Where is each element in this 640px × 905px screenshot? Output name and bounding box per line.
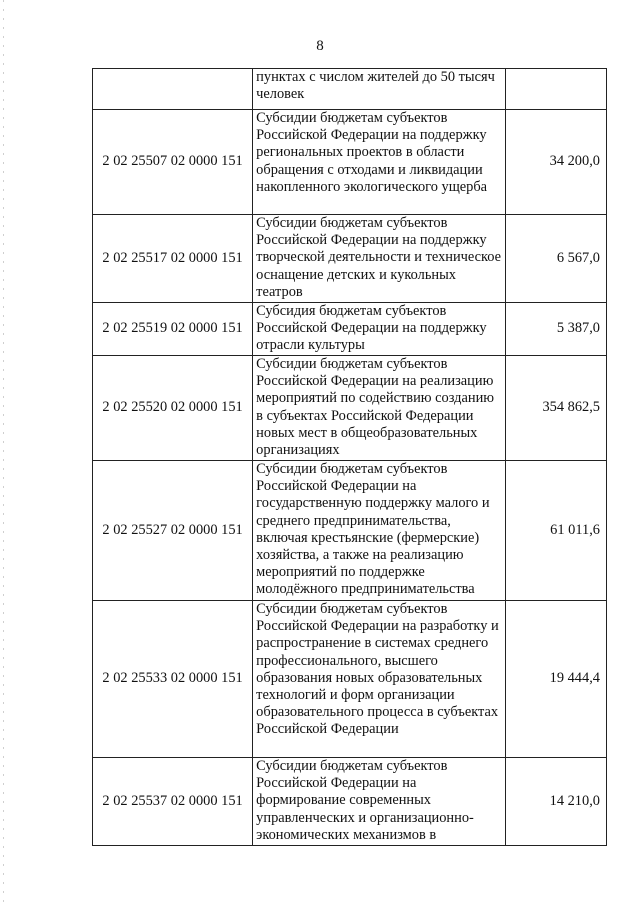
budget-code-cell: 2 02 25533 02 0000 151 [93, 601, 253, 758]
subsidy-name-cell: Субсидии бюджетам субъектов Российской Федерации на государственную поддержку малого и среднего предпринимательства, включая крестьянские (фермерские) хозяйства, а также на реализацию мероприятий по поддержке молодёжного предпринимательства [253, 461, 505, 601]
budget-code-cell: 2 02 25527 02 0000 151 [93, 461, 253, 601]
amount-cell: 34 200,0 [505, 110, 606, 215]
table-row [93, 215, 607, 303]
amount-cell: 6 567,0 [505, 215, 606, 303]
scan-margin-mark [3, 0, 4, 905]
amount-cell: 5 387,0 [505, 303, 606, 356]
subsidy-name-cell: пунктах с числом жителей до 50 тысяч человек [253, 69, 505, 110]
table-row [93, 461, 607, 601]
budget-code-cell: 2 02 25537 02 0000 151 [93, 758, 253, 846]
amount-cell: 14 210,0 [505, 758, 606, 846]
amount-cell: 61 011,6 [505, 461, 606, 601]
table-row [93, 601, 607, 758]
amount-cell [505, 69, 606, 110]
table-row [93, 303, 607, 356]
budget-code-cell [93, 69, 253, 110]
table-row [93, 69, 607, 110]
budget-code-cell: 2 02 25507 02 0000 151 [93, 110, 253, 215]
table-row [93, 110, 607, 215]
subsidy-name-cell: Субсидии бюджетам субъектов Российской Федерации на поддержку региональных проектов в области обращения с отходами и ликвидации накопленного экологического ущерба [253, 110, 505, 215]
table-row [93, 758, 607, 846]
amount-cell: 354 862,5 [505, 356, 606, 461]
subsidy-name-cell: Субсидии бюджетам субъектов Российской Федерации на формирование современных управленческих и организационно-экономических механизмов в [253, 758, 505, 846]
subsidy-name-cell: Субсидии бюджетам субъектов Российской Федерации на реализацию мероприятий по содействию созданию в субъектах Российской Федерации новых мест в общеобразовательных организациях [253, 356, 505, 461]
amount-cell: 19 444,4 [505, 601, 606, 758]
subsidy-name-cell: Субсидия бюджетам субъектов Российской Федерации на поддержку отрасли культуры [253, 303, 505, 356]
budget-code-cell: 2 02 25519 02 0000 151 [93, 303, 253, 356]
subsidy-name-cell: Субсидии бюджетам субъектов Российской Федерации на разработку и распространение в системах среднего профессионального, высшего образования новых образовательных технологий и форм организации образовательного процесса в субъектах Российской Федерации [253, 601, 505, 758]
budget-code-cell: 2 02 25520 02 0000 151 [93, 356, 253, 461]
table-row [93, 356, 607, 461]
budget-table [92, 68, 607, 846]
budget-code-cell: 2 02 25517 02 0000 151 [93, 215, 253, 303]
subsidy-name-cell: Субсидии бюджетам субъектов Российской Федерации на поддержку творческой деятельности и техническое оснащение детских и кукольных театров [253, 215, 505, 303]
page-number: 8 [316, 38, 324, 54]
